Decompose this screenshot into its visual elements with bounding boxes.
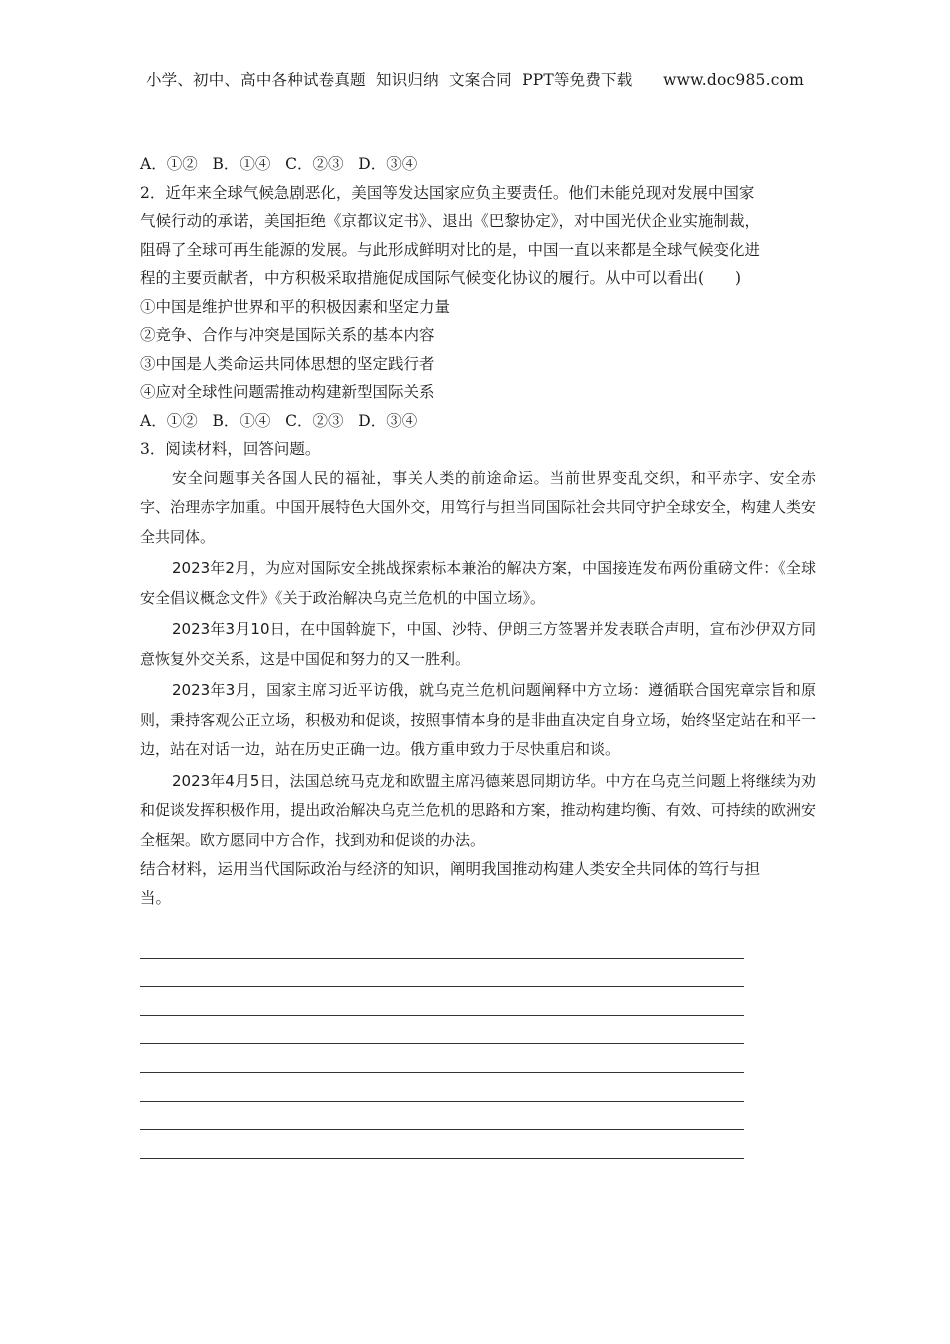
answer-line[interactable]	[140, 987, 744, 1016]
q3-material-paragraph-2: 2023年2月，为应对国际安全挑战探索标本兼治的解决方案，中国接连发布两份重磅文件：《全球安全倡议概念文件》《关于政治解决乌克兰危机的中国立场》。	[140, 559, 816, 607]
q2-stem-line-3: 阻碍了全球可再生能源的发展。与此形成鲜明对比的是，中国一直以来都是全球气候变化进	[140, 240, 761, 259]
q3-material-paragraph-5: 2023年4月5日，法国总统马克龙和欧盟主席冯德莱恩同期访华。中方在乌克兰问题上将继续为劝和促谈发挥积极作用，提出政治解决乌克兰危机的思路和方案，推动构建均衡、有效、可持续的欧洲安全框架。欧方愿同中方合作，找到劝和促谈的办法。	[140, 771, 816, 849]
q2-item-3: ③中国是人类命运共同体思想的坚定践行者	[140, 354, 435, 373]
answer-line[interactable]	[140, 1102, 744, 1131]
q1-options: A．①② B．①④ C．②③ D．③④	[140, 155, 418, 173]
q2-item-1: ①中国是维护世界和平的积极因素和坚定力量	[140, 297, 451, 316]
q3-question-line-1: 结合材料，运用当代国际政治与经济的知识，阐明我国推动构建人类安全共同体的笃行与担	[140, 860, 761, 878]
document-body	[140, 150, 816, 912]
q2-item-2: ②竞争、合作与冲突是国际关系的基本内容	[140, 326, 435, 344]
answer-line[interactable]	[140, 1073, 744, 1102]
q2-stem-line-2: 气候行动的承诺，美国拒绝《京都议定书》、退出《巴黎协定》，对中国光伏企业实施制裁，	[140, 212, 761, 230]
answer-line[interactable]	[140, 1044, 744, 1073]
q3-stem: 3．阅读材料，回答问题。	[140, 440, 321, 458]
q2-stem-line-1: 2．近年来全球气候急剧恶化，美国等发达国家应负主要责任。他们未能兑现对发展中国家	[140, 183, 755, 202]
q3-question-line-2: 当。	[140, 888, 172, 907]
answer-area[interactable]	[140, 930, 744, 1159]
q3-material-paragraph-4: 2023年3月，国家主席习近平访俄，就乌克兰危机问题阐释中方立场：遵循联合国宪章宗旨和原则，秉持客观公正立场，积极劝和促谈，按照事情本身的是非曲直决定自身立场，始终坚定站在和平一边，站在对话一边，站在历史正确一边。俄方重申致力于尽快重启和谈。	[140, 681, 816, 758]
answer-line[interactable]	[140, 1130, 744, 1159]
answer-line[interactable]	[140, 930, 744, 959]
q2-stem-line-4: 程的主要贡献者，中方积极采取措施促成国际气候变化协议的履行。从中可以看出( )	[140, 269, 742, 287]
page-header: 小学、初中、高中各种试卷真题 知识归纳 文案合同 PPT等免费下载 www.doc985.com	[145, 71, 805, 89]
q2-options: A．①② B．①④ C．②③ D．③④	[140, 411, 418, 430]
q3-material-paragraph-1: 安全问题事关各国人民的福祉，事关人类的前途命运。当前世界变乱交织，和平赤字、安全赤字、治理赤字加重。中国开展特色大国外交，用笃行与担当同国际社会共同守护全球安全，构建人类安全共同体。	[140, 468, 816, 546]
answer-line[interactable]	[140, 959, 744, 988]
q2-item-4: ④应对全球性问题需推动构建新型国际关系	[140, 383, 435, 401]
q3-material-paragraph-3: 2023年3月10日，在中国斡旋下，中国、沙特、伊朗三方签署并发表联合声明，宣布沙伊双方同意恢复外交关系，这是中国促和努力的又一胜利。	[140, 620, 816, 668]
answer-line[interactable]	[140, 1016, 744, 1045]
